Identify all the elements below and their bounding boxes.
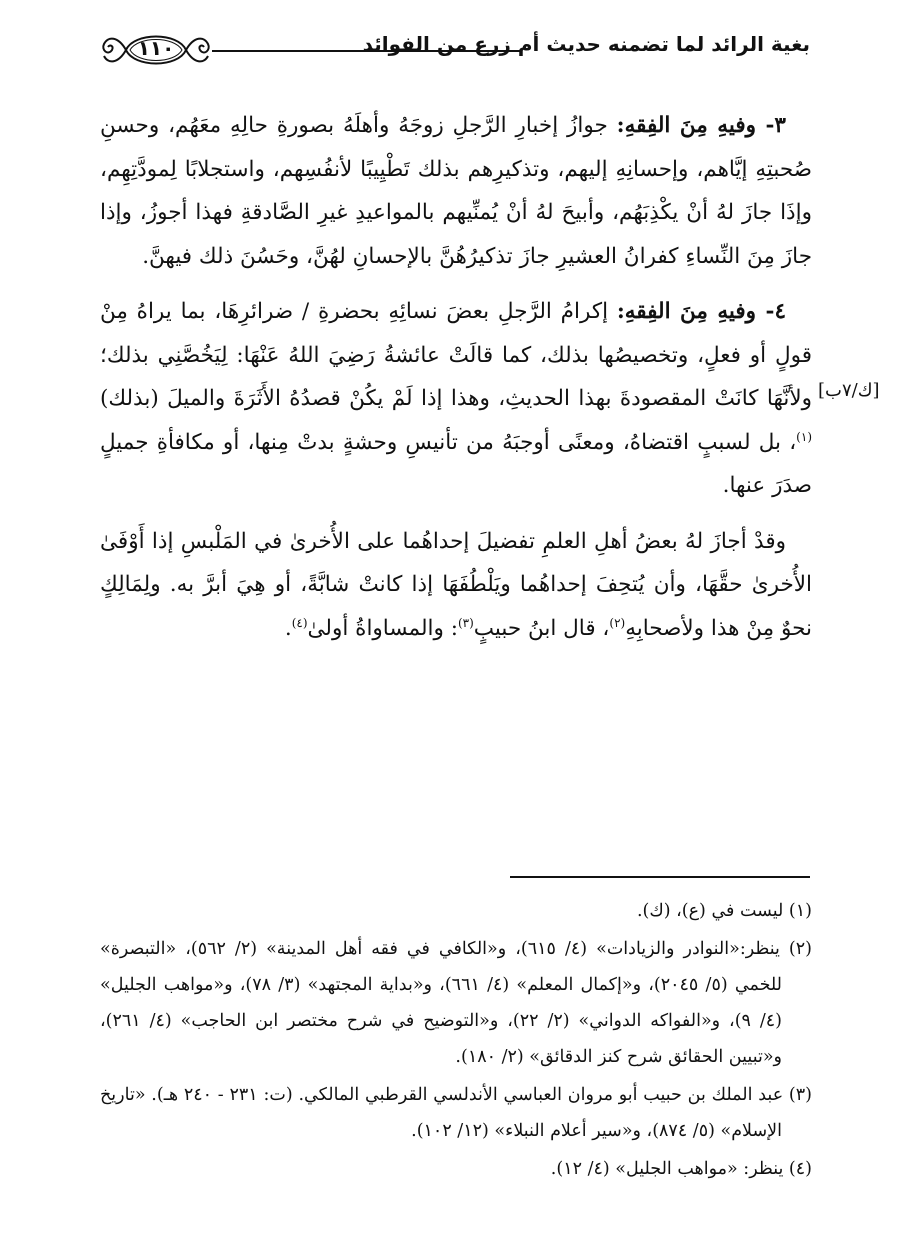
paragraph-text: : والمساواةُ أولىٰ [307, 615, 458, 641]
margin-reference: [ك/٧ب] [818, 380, 880, 401]
paragraph-lead: ٣- وفيهِ مِنَ الفِقهِ: [616, 113, 786, 138]
paragraph-text: . [284, 615, 292, 641]
footnote-separator [510, 876, 810, 878]
paragraph-3 [100, 104, 812, 278]
footnotes [100, 893, 812, 1189]
paragraph-text: ، قال ابنُ حبيبٍ [473, 615, 610, 641]
footnote-marker-2: (٢) [609, 615, 626, 630]
header-rule [212, 50, 520, 52]
page-header [100, 26, 810, 74]
paragraph-lead: ٤- وفيهِ مِنَ الفِقهِ: [616, 299, 786, 324]
footnote-marker-3: (٣) [457, 615, 474, 630]
footnote: (١) ليست في (ع)، (ك). [636, 901, 812, 921]
footnote-marker-4: (٤) [291, 615, 308, 630]
paragraph-text: جوازُ إخبارِ الرَّجلِ زوجَهُ وأهلَهُ بصورةِ حالِهِ معَهُم، وحسنِ صُحبتِهِ إيَّاهم، وإحسانِهِ إليهم، وتذكيرِهم بذلك تَطْيِيبًا لأنفُسِهم، واستجلابًا لِمودَّتِهِم، وإذَا جازَ لهُ أنْ يكْذِبَهُم، وأبيحَ لهُ أنْ يُمنِّيهم بالمواعيدِ غيرِ الصَّادقةِ فهذا أجوزُ، وإذا جازَ مِنَ النِّساءِ كفرانُ العشيرِ جازَ تذكيرُهُنَّ بالإحسانِ لهُنَّ، وحَسُنَ ذلك فيهنَّ. [100, 113, 812, 269]
running-title: بغية الرائد لما تضمنه حديث أم زرع من الفوائد [362, 32, 810, 56]
footnote: (٢) ينظر:«النوادر والزيادات» (٤/ ٦١٥)، و«الكافي في فقه أهل المدينة» (٢/ ٥٦٢)، «التبصرة» للخمي (٥/ ٢٠٤٥)، و«إكمال المعلم» (٤/ ٦٦١)، و«بداية المجتهد» (٣/ ٧٨)، و«مواهب الجليل» (٤/ ٩)، و«الفواكه الدواني» (٢/ ٢٢)، و«التوضيح في شرح مختصر ابن الحاجب» (٤/ ٢٦١)، و«تبيين الحقائق شرح كنز الدقائق» (٢/ ١٨٠). [100, 939, 812, 1067]
footnote: (٣) عبد الملك بن حبيب أبو مروان العباسي الأندلسي القرطبي المالكي. (ت: ٢٣١ - ٢٤٠ هـ). «تاريخ الإسلام» (٥/ ٨٧٤)، و«سير أعلام النبلاء» (١٢/ ١٠٢). [100, 1085, 812, 1141]
page-number: ١١٠ [137, 36, 175, 60]
footnote-marker-1: (١) [796, 429, 812, 444]
paragraph-5 [100, 520, 812, 651]
paragraph-text: وقدْ أجازَ لهُ بعضُ أهلِ العلمِ تفضيلَ إحداهُما على الأُخرىٰ في المَلْبسِ إذا أَوْفَىٰ الأُخرىٰ حقَّهَا، وأن يُتحِفَ إحداهُما ويَلْطُفَهَا إذا كانتْ شابَّةً، أو هِيَ أبرَّ به. ولِمَالِكٍ نحوٌ مِنْ هذا ولأصحابِهِ [100, 528, 812, 641]
paragraph-4 [100, 290, 812, 508]
main-text [100, 104, 812, 662]
paragraph-text: ، بل لسببٍ اقتضاهُ، ومعنًى أوجبَهُ من تأنيسِ وحشةٍ بدتْ مِنها، أو مكافأةِ جميلٍ صدَرَ عنها. [100, 429, 812, 498]
paragraph-text: إكرامُ الرَّجلِ بعضَ نسائِهِ بحضرةِ / ضرائرِهَا، بما يراهُ مِنْ قولٍ أو فعلٍ، وتخصيصُها بذلك، كما قالَتْ عائشةُ رَضِيَ اللهُ عَنْهَا: لِيَخُصَّنِي بذلك؛ ولأنَّهَا كانَتْ المقصودةَ بهذا الحديثِ، وهذا إذا لَمْ يكُنْ قصدُهُ الأَثَرَةَ والميلَ (بذلك) [100, 299, 812, 411]
footnote: (٤) ينظر: «مواهب الجليل» (٤/ ١٢). [550, 1159, 812, 1179]
